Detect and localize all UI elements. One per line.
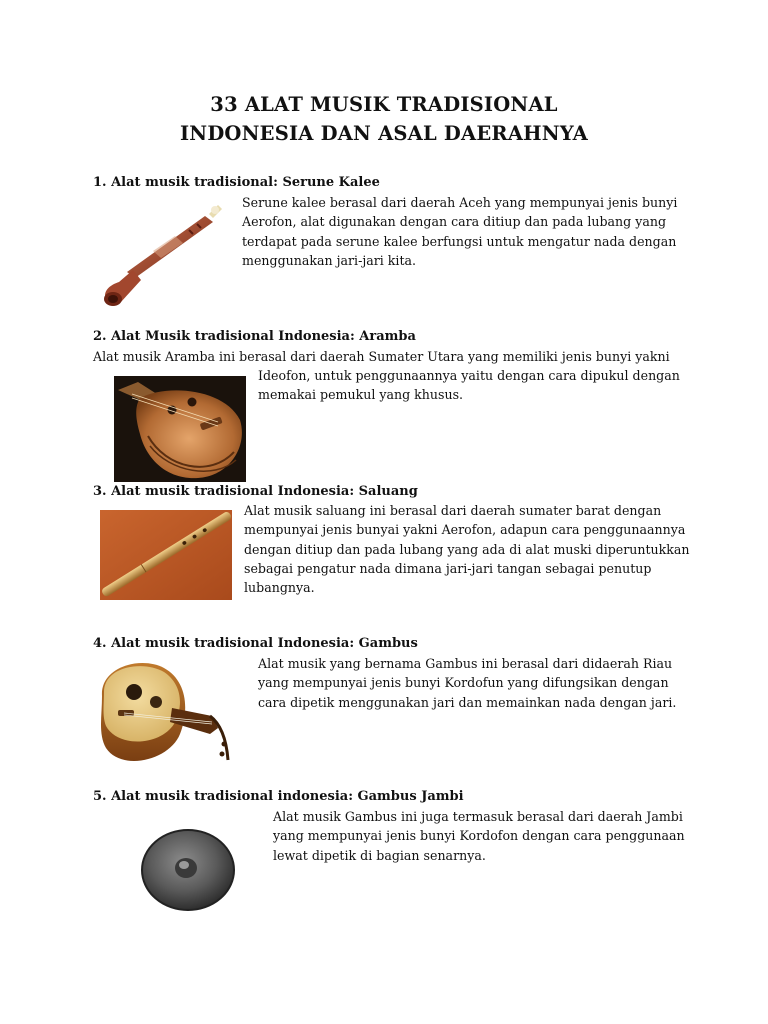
text-line: Ideofon, untuk penggunaannya yaitu dengan cara dipukul dengan xyxy=(258,368,680,383)
text-line: yang mempunyai jenis bunyi Kordofon dengan cara penggunaan xyxy=(273,828,685,844)
page-title-line-2: INDONESIA DAN ASAL DAERAHNYA xyxy=(179,122,589,145)
serune-kalee-image xyxy=(97,200,227,318)
text-line: mempunyai jenis bunyai yakni Aerofon, adapun cara penggunaannya xyxy=(244,522,686,538)
text-line: Alat musik Gambus ini juga termasuk berasal dari daerah Jambi xyxy=(273,809,683,824)
section-text-4 xyxy=(258,654,676,712)
text-line: cara dipetik menggunakan jari dan memainkan nada dengan jari. xyxy=(258,694,677,710)
text-line: Alat musik saluang ini berasal dari daerah sumater barat dengan xyxy=(244,503,662,518)
text-line: Alat musik Aramba ini berasal dari daerah Sumater Utara yang memiliki jenis bunyi yakni xyxy=(93,349,670,364)
section-heading-2: 2. Alat Musik tradisional Indonesia: Aramba xyxy=(93,329,416,344)
text-line: terdapat pada serune kalee berfungsi untuk mengatur nada dengan xyxy=(242,233,677,249)
text-line: Alat musik yang bernama Gambus ini berasal dari didaerah Riau xyxy=(258,656,673,671)
text-line: sebagai pengatur nada dimana jari-jari tangan sebagai penutup xyxy=(244,560,652,576)
text-line: Aerofon, alat digunakan dengan cara ditiup dan pada lubang yang xyxy=(242,214,667,230)
saluang-image xyxy=(100,510,232,600)
page-title-line-1: 33 ALAT MUSIK TRADISIONAL xyxy=(210,93,558,116)
section-text-1 xyxy=(242,193,677,270)
text-line: yang mempunyai jenis bunyi Kordofun yang difungsikan dengan xyxy=(258,675,669,691)
text-line: memakai pemukul yang khusus. xyxy=(258,387,464,403)
text-line: Serune kalee berasal dari daerah Aceh yang mempunyai jenis bunyi xyxy=(242,195,678,210)
text-line: dengan ditiup dan pada lubang yang ada di alat muski diperuntukkan xyxy=(244,541,690,557)
section-text-3 xyxy=(244,501,690,597)
section-heading-3: 3. Alat musik tradisional Indonesia: Saluang xyxy=(93,484,418,499)
section-heading-5: 5. Alat musik tradisional indonesia: Gambus Jambi xyxy=(93,789,464,804)
section-text-2 xyxy=(258,366,680,405)
section-text-2-first-line xyxy=(93,347,670,366)
gambus-jambi-image xyxy=(136,814,240,914)
text-line: menggunakan jari-jari kita. xyxy=(242,252,417,268)
page-title xyxy=(0,90,768,148)
section-text-5 xyxy=(273,807,685,865)
aramba-image xyxy=(114,376,246,482)
section-heading-1: 1. Alat musik tradisional: Serune Kalee xyxy=(93,175,380,190)
section-heading-4: 4. Alat musik tradisional Indonesia: Gambus xyxy=(93,636,418,651)
text-line: lubangnya. xyxy=(244,580,315,596)
text-line: lewat dipetik di bagian senarnya. xyxy=(273,847,486,863)
gambus-image xyxy=(94,656,234,774)
